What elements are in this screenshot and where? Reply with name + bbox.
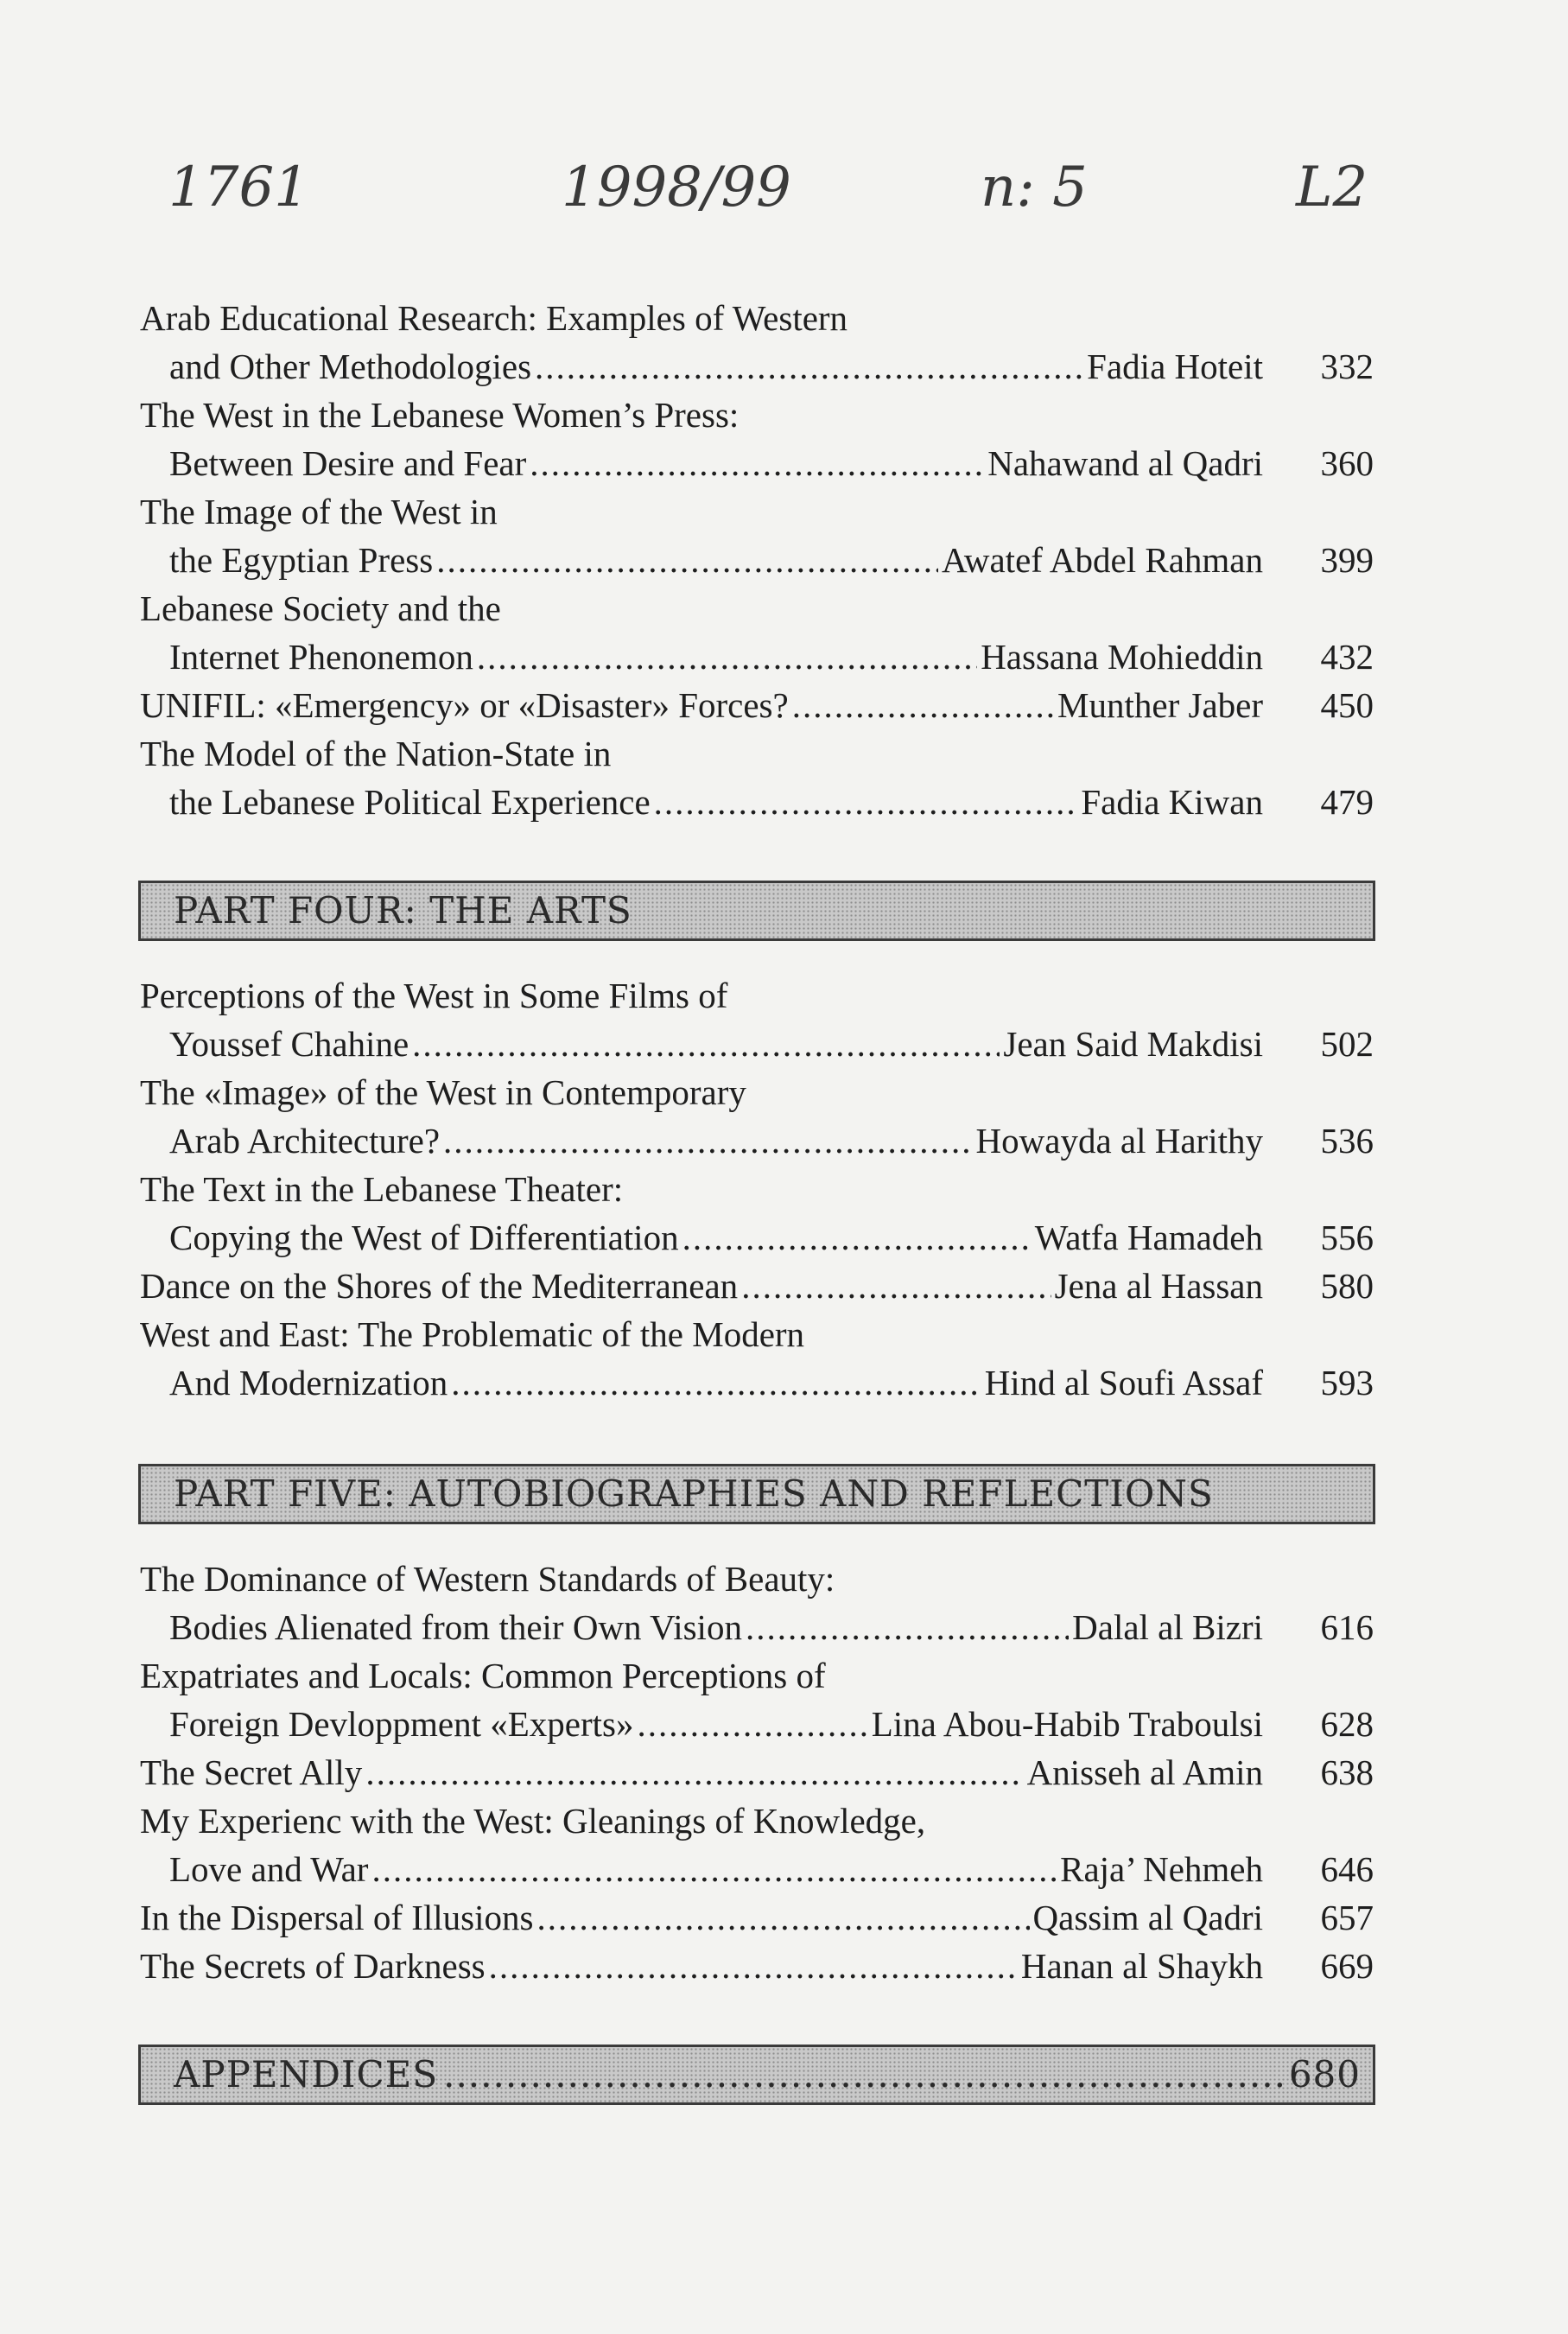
leader-dots [489, 1942, 1018, 1990]
leader-dots [365, 1748, 1023, 1797]
handwritten-annotations [0, 147, 1568, 242]
entry-title: In the Dispersal of Illusions [140, 1898, 534, 1937]
toc-entry [140, 1651, 1374, 1748]
toc-entry [140, 1262, 1374, 1310]
entry-page: 638 [1320, 1752, 1374, 1792]
toc-entry [140, 681, 1374, 729]
entry-title-line: Arab Educational Research: Examples of Western [140, 298, 848, 338]
entry-title: And Modernization [169, 1363, 448, 1402]
entry-page: 580 [1320, 1266, 1374, 1306]
entry-page: 593 [1320, 1363, 1374, 1402]
entry-title: Between Desire and Fear [169, 443, 527, 483]
toc-entry [140, 487, 1374, 584]
leader-dots [443, 1116, 973, 1165]
toc-entry [140, 584, 1374, 681]
entry-title-line: The «Image» of the West in Contemporary [140, 1072, 746, 1112]
leader-dots [682, 1213, 1032, 1262]
leader-dots [654, 778, 1078, 826]
part-five-heading [138, 1464, 1375, 1524]
entry-author: Nahawand al Qadri [987, 443, 1263, 483]
toc-entry [140, 1893, 1374, 1942]
entry-author: Raja’ Nehmeh [1060, 1849, 1263, 1889]
entry-author: Hanan al Shaykh [1020, 1946, 1263, 1986]
toc-part-four [140, 971, 1374, 1407]
entry-author: Lina Abou-Habib Traboulsi [871, 1704, 1263, 1744]
entry-page: 536 [1320, 1121, 1374, 1161]
entry-page: 628 [1320, 1704, 1374, 1744]
entry-title: Bodies Alienated from their Own Vision [169, 1607, 742, 1647]
appendices-heading-text: APPENDICES [174, 2053, 439, 2096]
entry-author: Fadia Hoteit [1087, 347, 1263, 386]
toc-entry [140, 1797, 1374, 1893]
toc-entry [140, 1068, 1374, 1165]
leader-dots [412, 1020, 1000, 1068]
entry-page: 669 [1320, 1946, 1374, 1986]
toc-entry [140, 391, 1374, 487]
entry-title: UNIFIL: «Emergency» or «Disaster» Forces? [140, 685, 789, 725]
entry-title: the Lebanese Political Experience [169, 782, 651, 822]
entry-author: Awatef Abdel Rahman [942, 540, 1263, 580]
entry-author: Jean Said Makdisi [1003, 1024, 1263, 1064]
entry-title: Youssef Chahine [169, 1024, 409, 1064]
entry-title: Dance on the Shores of the Mediterranean [140, 1266, 739, 1306]
leader-dots [371, 1845, 1057, 1893]
entry-page: 332 [1320, 347, 1374, 386]
entry-page: 479 [1320, 782, 1374, 822]
entry-title-line: My Experienc with the West: Gleanings of Knowledge, [140, 1801, 926, 1841]
leader-dots [637, 1700, 867, 1748]
entry-page: 399 [1320, 540, 1374, 580]
entry-page: 616 [1320, 1607, 1374, 1647]
entry-author: Anisseh al Amin [1026, 1752, 1263, 1792]
entry-title: The Secret Ally [140, 1752, 363, 1792]
entry-author: Qassim al Qadri [1032, 1898, 1263, 1937]
entry-page: 646 [1320, 1849, 1374, 1889]
handwritten-note: n: 5 [981, 156, 1088, 219]
leader-dots [451, 1358, 981, 1407]
entry-author: Howayda al Harithy [975, 1121, 1263, 1161]
entry-author: Watfa Hamadeh [1034, 1218, 1263, 1257]
handwritten-note: 1998/99 [562, 156, 791, 219]
entry-title-line: The Dominance of Western Standards of Beauty: [140, 1559, 835, 1599]
entry-page: 360 [1320, 443, 1374, 483]
toc-part-five [140, 1555, 1374, 1990]
entry-author: Jena al Hassan [1054, 1266, 1263, 1306]
part-heading-text: PART FOUR: THE ARTS [174, 889, 632, 932]
handwritten-note: L2 [1296, 156, 1368, 219]
entry-page: 502 [1320, 1024, 1374, 1064]
appendices-heading [138, 2045, 1375, 2105]
leader-dots [746, 1603, 1069, 1651]
entry-title-line: West and East: The Problematic of the Modern [140, 1314, 805, 1354]
entry-author: Munther Jaber [1057, 685, 1263, 725]
entry-title: Love and War [169, 1849, 369, 1889]
entry-page: 450 [1320, 685, 1374, 725]
entry-title: and Other Methodologies [169, 347, 532, 386]
toc-entry [140, 1555, 1374, 1651]
leader-dots [436, 536, 938, 584]
toc-entry [140, 1310, 1374, 1407]
leader-dots [792, 681, 1054, 729]
leader-dots [443, 2047, 1284, 2102]
entry-title: Internet Phenonemon [169, 637, 473, 677]
entry-title-line: Lebanese Society and the [140, 588, 501, 628]
toc-entry [140, 729, 1374, 826]
leader-dots [741, 1262, 1051, 1310]
entry-author: Fadia Kiwan [1081, 782, 1263, 822]
toc-entry [140, 1748, 1374, 1797]
handwritten-note: 1761 [168, 156, 309, 219]
appendices-page: 680 [1288, 2053, 1361, 2096]
part-four-heading [138, 881, 1375, 941]
entry-title: the Egyptian Press [169, 540, 434, 580]
entry-title: The Secrets of Darkness [140, 1946, 486, 1986]
entry-title: Foreign Devloppment «Experts» [169, 1704, 634, 1744]
entry-author: Hassana Mohieddin [981, 637, 1263, 677]
entry-title: Copying the West of Differentiation [169, 1218, 679, 1257]
entry-page: 657 [1320, 1898, 1374, 1937]
entry-title-line: The Image of the West in [140, 492, 498, 531]
toc-section-three-continued [140, 294, 1374, 826]
part-heading-text: PART FIVE: AUTOBIOGRAPHIES AND REFLECTIONS [174, 1472, 1214, 1515]
leader-dots [530, 439, 984, 487]
toc-entry [140, 971, 1374, 1068]
entry-title: Arab Architecture? [169, 1121, 441, 1161]
leader-dots [536, 1893, 1029, 1942]
entry-title-line: The West in the Lebanese Women’s Press: [140, 395, 740, 435]
entry-title-line: The Model of the Nation-State in [140, 734, 612, 773]
entry-author: Dalal al Bizri [1072, 1607, 1263, 1647]
leader-dots [477, 633, 977, 681]
entry-author: Hind al Soufi Assaf [984, 1363, 1263, 1402]
toc-entry [140, 1942, 1374, 1990]
entry-title-line: The Text in the Lebanese Theater: [140, 1169, 624, 1209]
entry-page: 432 [1320, 637, 1374, 677]
entry-title-line: Perceptions of the West in Some Films of [140, 976, 728, 1015]
leader-dots [535, 342, 1083, 391]
toc-entry [140, 294, 1374, 391]
entry-title-line: Expatriates and Locals: Common Perceptions of [140, 1656, 826, 1695]
toc-entry [140, 1165, 1374, 1262]
entry-page: 556 [1320, 1218, 1374, 1257]
